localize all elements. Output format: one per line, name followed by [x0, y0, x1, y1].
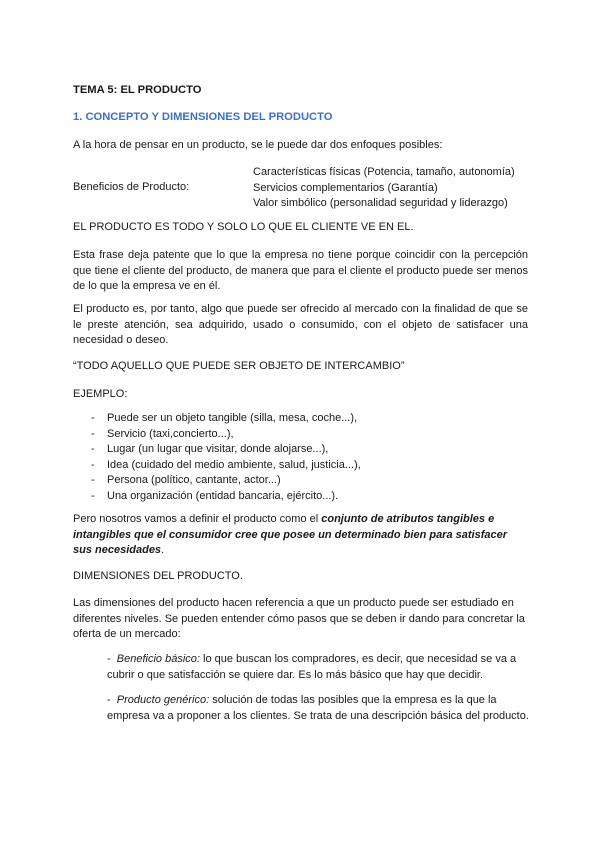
list-item — [73, 411, 361, 427]
benefits-label: Beneficios de Producto: — [73, 181, 190, 193]
level-text: solución de todas las posibles que la empresa es la que la empresa va a proponer a los clientes. Se trata de una descripción básica del producto. — [107, 694, 529, 722]
section-heading: 1. CONCEPTO Y DIMENSIONES DEL PRODUCTO — [73, 111, 333, 123]
definition-suffix: . — [161, 544, 165, 556]
document-title: TEMA 5: EL PRODUCTO — [73, 84, 202, 96]
definition-prefix: Pero nosotros vamos a definir el producto como el — [73, 513, 322, 525]
benefit-item: Valor simbólico (personalidad seguridad y liderazgo) — [253, 197, 508, 209]
dimensions-paragraph: Las dimensiones del producto hacen referencia a que un producto puede ser estudiado en diferentes niveles. Se pueden entender cómo pasos que se deben ir dando para concretar la oferta de un mercado: — [73, 597, 525, 640]
level-text: lo que buscan los compradores, es decir, que necesidad se va a cubrir o que satisfacción se quiere dar. Es lo más básico que hay que decidir. — [107, 653, 517, 681]
bullet-dash: - — [107, 694, 111, 706]
examples-list — [73, 411, 361, 505]
bullet-dash: - — [91, 458, 95, 471]
bullet-dash: - — [91, 427, 95, 440]
bullet-dash: - — [91, 474, 95, 487]
list-item — [73, 458, 361, 474]
definition-emphasis: conjunto de atributos tangibles e intangibles que el consumidor cree que posee un determinado bien para satisfacer sus necesidades — [73, 513, 508, 556]
example-text: Persona (político, cantante, actor...) — [107, 474, 281, 487]
level-term: Producto genérico: — [116, 694, 210, 706]
benefit-item: Características físicas (Potencia, tamaño, autonomía) — [253, 166, 515, 178]
list-item — [73, 442, 361, 458]
list-item — [73, 427, 361, 443]
bullet-dash: - — [107, 653, 111, 665]
product-definition — [73, 512, 523, 559]
example-label: EJEMPLO: — [73, 388, 128, 400]
level-term: Beneficio básico: — [116, 653, 200, 665]
bullet-dash: - — [91, 489, 95, 502]
example-text: Servicio (taxi,concierto...), — [107, 427, 234, 440]
paragraph-1: Esta frase deja patente que lo que la empresa no tiene porque coincidir con la percepción que tiene el cliente del producto, de manera que para el cliente el producto puede ser menos de lo que la empresa ve en él. — [73, 249, 528, 292]
list-item — [73, 473, 361, 489]
quote: “TODO AQUELLO QUE PUEDE SER OBJETO DE INTERCAMBIO” — [73, 360, 405, 372]
dimensions-heading: DIMENSIONES DEL PRODUCTO. — [73, 570, 243, 582]
benefit-item: Servicios complementarios (Garantía) — [253, 181, 438, 194]
example-text: Idea (cuidado del medio ambiente, salud, justicia...), — [107, 458, 361, 471]
benefits-list — [253, 165, 515, 212]
bullet-dash: - — [91, 412, 95, 424]
bullet-dash: - — [91, 443, 95, 456]
product-statement: EL PRODUCTO ES TODO Y SOLO LO QUE EL CLIENTE VE EN EL. — [73, 221, 414, 233]
example-text: Una organización (entidad bancaria, ejército...). — [107, 489, 339, 502]
list-item — [73, 489, 361, 505]
example-text: Puede ser un objeto tangible (silla, mesa, coche...), — [107, 412, 358, 424]
level-item — [107, 652, 537, 683]
paragraph-2: El producto es, por tanto, algo que puede ser ofrecido al mercado con la finalidad de que se le preste atención, sea adquirido, usado o consumido, con el objeto de satisfacer una necesidad o deseo. — [73, 303, 528, 346]
intro-text: A la hora de pensar en un producto, se le puede dar dos enfoques posibles: — [73, 139, 443, 151]
example-text: Lugar (un lugar que visitar, donde alojarse...), — [107, 443, 329, 456]
level-item — [107, 693, 537, 724]
